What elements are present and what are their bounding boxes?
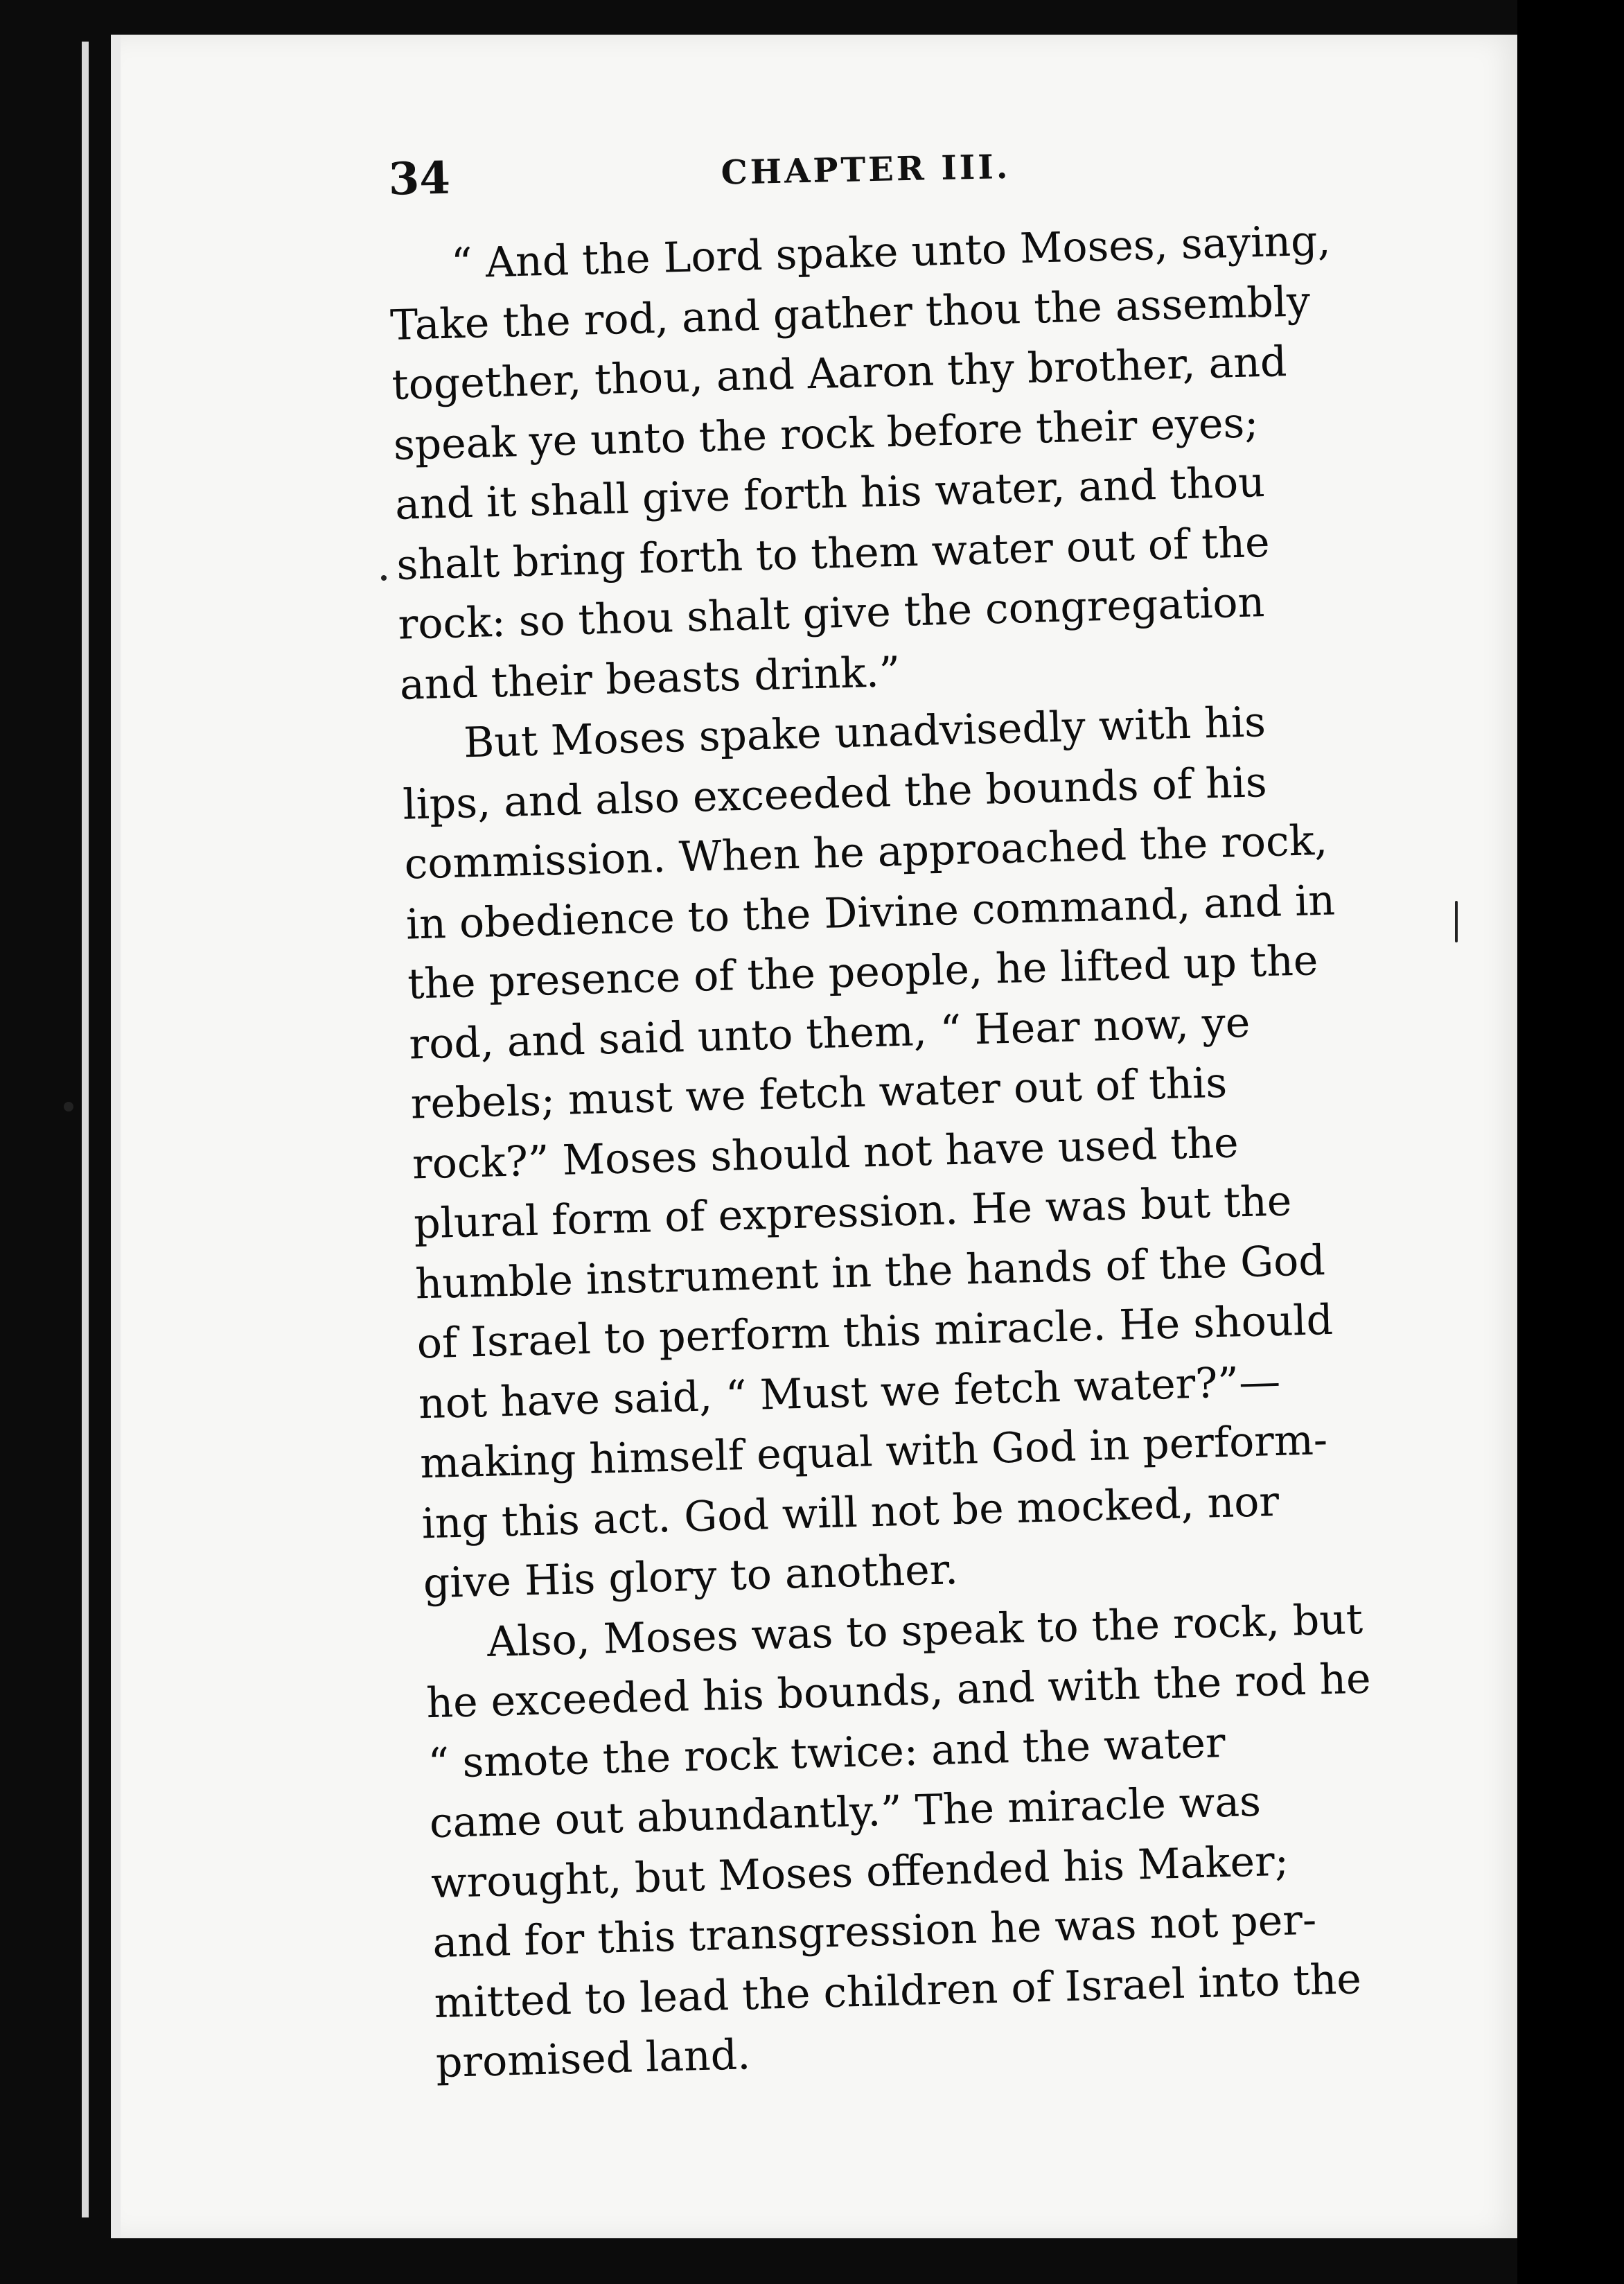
text-line: rod, and said unto them, “ Hear now, ye	[408, 998, 1251, 1069]
text-line: lips, and also exceeded the bounds of his	[402, 757, 1268, 829]
text-line: rock: so thou shalt give the congregation	[397, 578, 1266, 649]
text-line: “ And the Lord spake unto Moses, saying,	[450, 216, 1332, 288]
text-line: he exceeded his bounds, and with the rod he	[425, 1654, 1372, 1728]
text-line: promised land.	[435, 2030, 751, 2088]
text-line: “ smote the rock twice: and the water	[427, 1718, 1226, 1788]
scan-speck	[64, 1102, 73, 1112]
text-line: in obedience to the Divine command, and in	[405, 876, 1336, 949]
text-line: rebels; must we fetch water out of this	[409, 1058, 1228, 1129]
text-line: commission. When he approached the rock,	[403, 816, 1328, 889]
text-line: and their beasts drink.”	[399, 647, 901, 710]
text-line: give His glory to another.	[423, 1545, 959, 1608]
text-line: and it shall give forth his water, and thou	[394, 458, 1266, 529]
text-line: mitted to lead the children of Israel into the	[433, 1954, 1362, 2028]
text-line: ing this act. God will not be mocked, nor	[421, 1477, 1280, 1548]
text-line: the presence of the people, he lifted up the	[407, 936, 1319, 1009]
text-line: Take the rod, and gather thou the assembly	[389, 276, 1311, 350]
text-line: But Moses spake unadvisedly with his	[463, 698, 1266, 768]
scan-speck	[1455, 901, 1458, 942]
text-line: shalt bring forth to them water out of the	[396, 518, 1271, 590]
text-line: came out abundantly.” The miracle was	[429, 1777, 1262, 1848]
running-head: CHAPTER III.	[721, 147, 1012, 193]
book-spine-edge	[82, 42, 89, 2217]
text-line: not have said, “ Must we fetch water?”—	[418, 1357, 1281, 1428]
text-line: together, thou, and Aaron thy brother, and	[391, 337, 1288, 410]
text-line: speak ye unto the rock before their eyes;	[393, 398, 1260, 470]
text-line: wrought, but Moses offended his Maker;	[430, 1836, 1289, 1908]
text-line: Also, Moses was to speak to the rock, but	[486, 1595, 1363, 1667]
scan-border	[1517, 0, 1624, 2284]
text-line: humble instrument in the hands of the God	[414, 1236, 1326, 1308]
text-line: of Israel to perform this miracle. He should	[416, 1295, 1334, 1369]
scan-speck	[381, 575, 387, 581]
page-number: 34	[387, 152, 451, 206]
text-line: rock?” Moses should not have used the	[412, 1118, 1239, 1189]
text-line: plural form of expression. He was but the	[413, 1177, 1293, 1249]
text-line: and for this transgression he was not per-	[432, 1895, 1318, 1968]
text-line: making himself equal with God in perform-	[419, 1416, 1328, 1488]
body-text	[388, 209, 1462, 2093]
